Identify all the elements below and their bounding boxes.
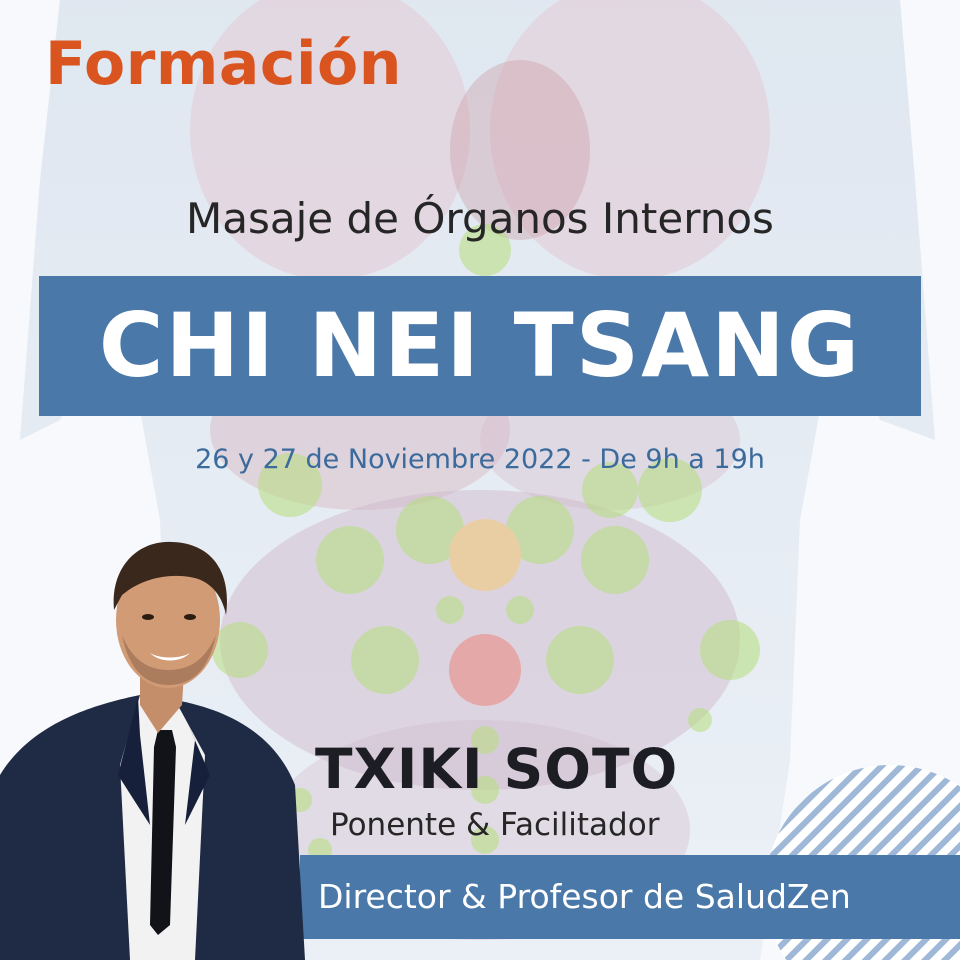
title-banner <box>39 276 921 416</box>
speaker-role: Ponente & Facilitador <box>330 807 660 843</box>
event-date: 26 y 27 de Noviembre 2022 - De 9h a 19h <box>195 444 765 475</box>
speaker-name: TXIKI SOTO <box>315 737 679 801</box>
speaker-photo <box>0 525 305 960</box>
banner-title: CHI NEI TSANG <box>98 294 862 397</box>
speaker-title-bar <box>300 855 960 939</box>
page-title: Formación <box>45 29 402 99</box>
speaker-title: Director & Profesor de SaludZen <box>318 877 851 916</box>
event-subtitle: Masaje de Órganos Internos <box>186 194 774 243</box>
